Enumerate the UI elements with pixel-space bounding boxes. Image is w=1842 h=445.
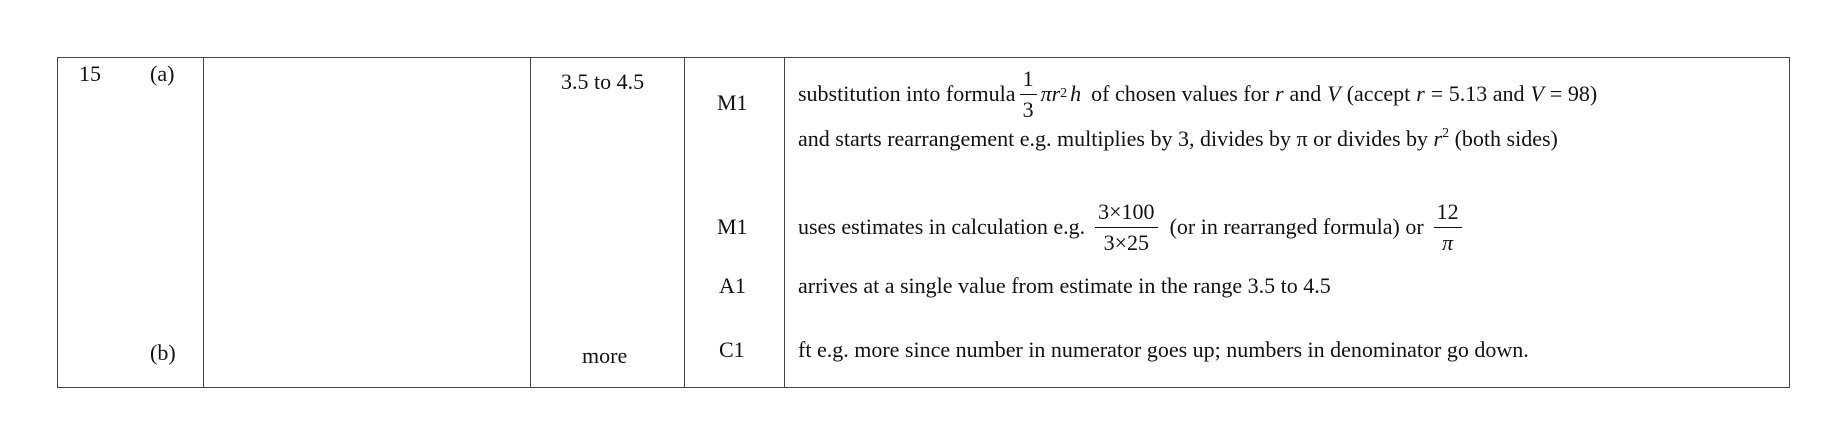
question-number: 15: [79, 61, 101, 86]
fraction-numerator: 1: [1020, 68, 1037, 95]
guidance-row-4: ft e.g. more since number in numerator goes up; numbers in denominator go down.: [798, 337, 1529, 362]
fraction-one-third: [1020, 65, 1037, 122]
column-divider: [684, 57, 685, 388]
variable-r: r: [1416, 81, 1425, 106]
answer-a: 3.5 to 4.5: [561, 69, 645, 94]
guidance-row-3: arrives at a single value from estimate in the range 3.5 to 4.5: [798, 273, 1331, 298]
mark-code: M1: [717, 90, 748, 115]
guidance-row-1b: [798, 126, 1558, 152]
guidance-text: = 98): [1549, 81, 1598, 106]
variable-r: r: [1274, 81, 1284, 106]
guidance-text: substitution into formula: [798, 81, 1016, 106]
answer-b: more: [582, 343, 628, 368]
guidance-text: (both sides): [1454, 126, 1558, 151]
guidance-text: of chosen values for: [1091, 81, 1269, 106]
column-divider: [203, 57, 204, 388]
formula-h: h: [1070, 81, 1082, 106]
fraction-denominator: 3: [1022, 96, 1034, 122]
variable-r: r: [1433, 126, 1443, 151]
mark-code: A1: [719, 273, 746, 298]
mark-code: M1: [717, 214, 748, 239]
mark-code: C1: [719, 337, 745, 362]
guidance-text: and: [1289, 81, 1322, 106]
part-a-label: (a): [150, 61, 175, 86]
part-b-label: (b): [150, 340, 176, 365]
guidance-text: uses estimates in calculation e.g.: [798, 214, 1086, 239]
fraction-numerator: 3×100: [1095, 201, 1157, 228]
guidance-text: (accept: [1346, 81, 1411, 106]
fraction-denominator: 3×25: [1103, 229, 1150, 255]
variable-v: V: [1327, 81, 1341, 106]
column-divider: [784, 57, 785, 388]
guidance-text: (or in rearranged formula) or: [1169, 214, 1424, 239]
column-divider: [530, 57, 531, 388]
variable-v: V: [1530, 81, 1544, 106]
exponent: 2: [1442, 126, 1450, 141]
fraction-estimate: [1095, 198, 1157, 255]
formula-r: r: [1051, 81, 1061, 106]
fraction-denominator: π: [1442, 229, 1454, 255]
formula-pi: π: [1040, 81, 1052, 106]
guidance-row-1: substitution into formula $\frac{1}{3}$ π r 2 h of chosen values for r and V (accept r = 5.13 and V = 98): [798, 65, 1598, 122]
guidance-text: and starts rearrangement e.g. multiplies by 3, divides by π or divides by: [798, 126, 1429, 151]
guidance-text: = 5.13 and: [1430, 81, 1525, 106]
fraction-numerator: 12: [1434, 201, 1462, 228]
guidance-row-2: [798, 196, 1466, 258]
fraction-twelve-over-pi: [1434, 198, 1462, 255]
